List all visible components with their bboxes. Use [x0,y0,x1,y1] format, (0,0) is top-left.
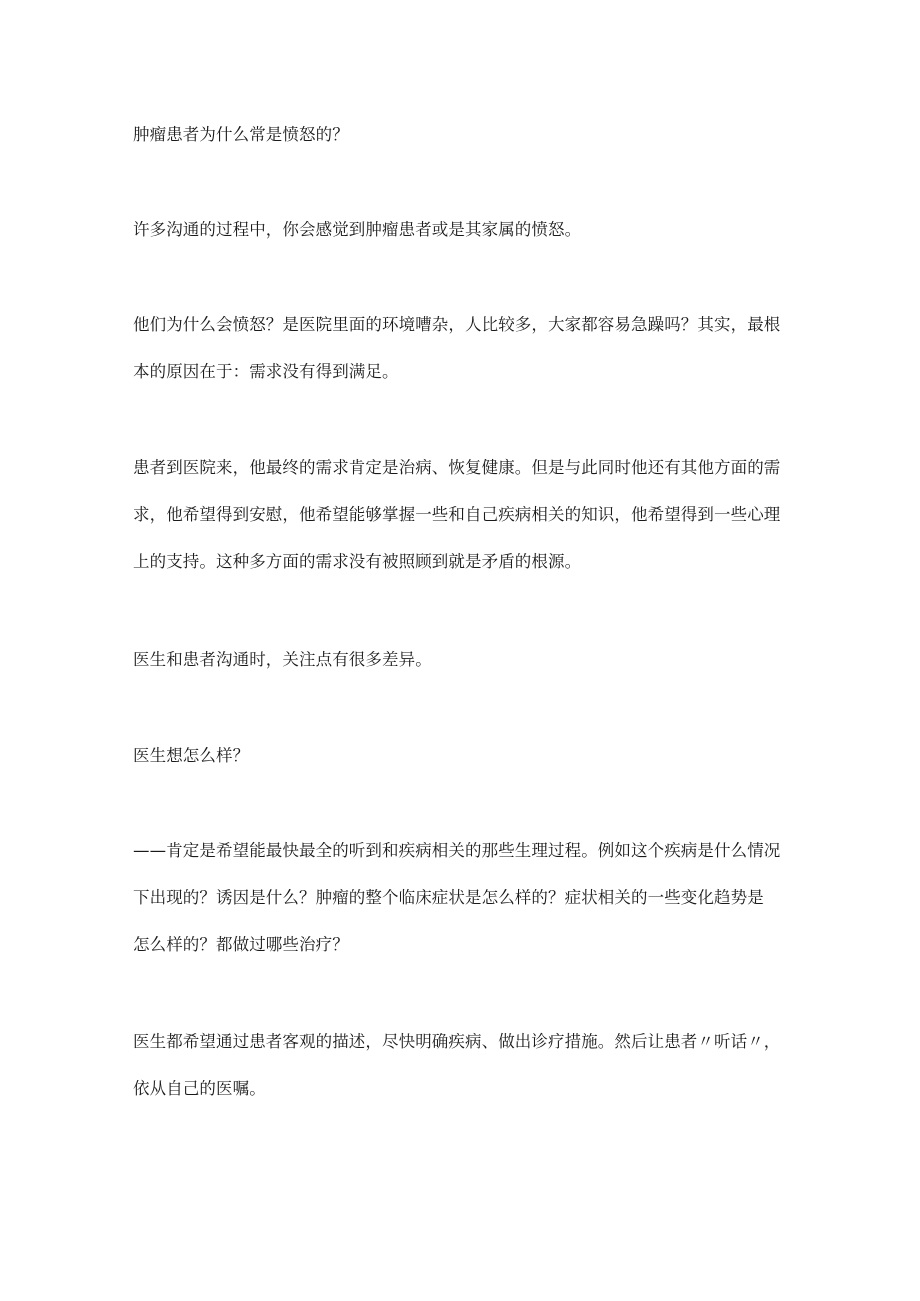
paragraph-5 [133,732,805,779]
paragraph-line: 求，他希望得到安慰，他希望能够掌握一些和自己疾病相关的知识，他希望得到一些心理 [133,505,781,524]
paragraph-line: 本的原因在于：需求没有得到满足。 [133,362,399,381]
paragraph-line: 下出现的？诱因是什么？肿瘤的整个临床症状是怎么样的？症状相关的一些变化趋势是 [133,888,764,907]
paragraph-line: 医生和患者沟通时，关注点有很多差异。 [133,650,432,669]
paragraph-line: 医生想怎么样？ [133,746,250,765]
title-line: 肿瘤患者为什么常是愤怒的？ [133,125,349,144]
paragraph-2 [133,301,805,395]
paragraph-line: ——肯定是希望能最快最全的听到和疾病相关的那些生理过程。例如这个疾病是什么情况 [133,841,781,860]
paragraph-4 [133,636,805,683]
paragraph-3 [133,444,805,585]
paragraph-line: 怎么样的？都做过哪些治疗？ [133,935,349,954]
paragraph-line: 依从自己的医嘱。 [133,1079,266,1098]
paragraph-1 [133,206,805,253]
paragraph-line: 患者到医院来，他最终的需求肯定是治病、恢复健康。但是与此同时他还有其他方面的需 [133,458,781,477]
paragraph-6 [133,827,805,968]
document-title [133,111,805,158]
paragraph-line: 上的支持。这种多方面的需求没有被照顾到就是矛盾的根源。 [133,552,582,571]
paragraph-7 [133,1018,805,1112]
paragraph-line: 医生都希望通过患者客观的描述，尽快明确疾病、做出诊疗措施。然后让患者〃听话〃， [133,1032,781,1051]
paragraph-line: 许多沟通的过程中，你会感觉到肿瘤患者或是其家属的愤怒。 [133,220,582,239]
paragraph-line: 他们为什么会愤怒？是医院里面的环境嘈杂，人比较多，大家都容易急躁吗？其实，最根 [133,315,781,334]
